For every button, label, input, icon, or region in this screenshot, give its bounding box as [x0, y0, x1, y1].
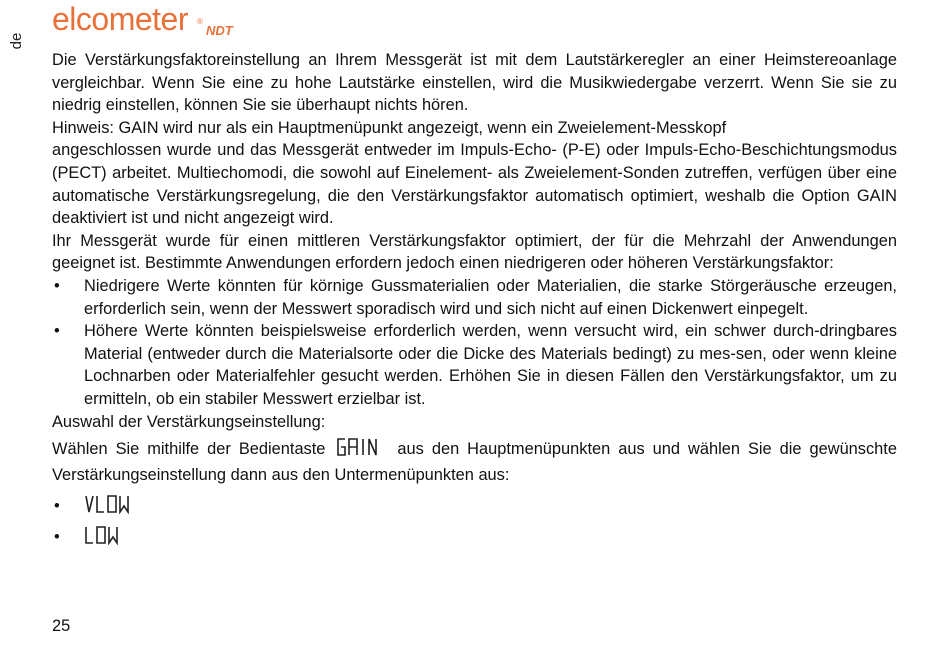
bullet-text-lower-values: Niedrigere Werte könnten für körnige Gussmaterialien oder Materialien, die starke Störgeräusche erzeugen, erforderlich sein, wenn der Messwert sporadisch wird und sich nicht auf einen Dickenwert einpegelt.: [84, 276, 897, 318]
selection-text-after-key: aus den Hauptmenüpunkten aus und wählen Sie die gewünschte Verstärkungseinstellung dann aus den Untermenüpunkten aus:: [52, 440, 897, 484]
paragraph-note-line1: Hinweis: GAIN wird nur als ein Hauptmenüpunkt angezeigt, wenn ein Zweielement-Messkopf: [52, 118, 727, 137]
gain-key-lcd-label: [336, 437, 386, 457]
bullet-icon: •: [54, 497, 60, 516]
bullet-list: [52, 275, 897, 411]
logo-wordmark: elcometer: [52, 1, 188, 37]
bullet-icon: •: [54, 322, 60, 341]
paragraph-gain-optimized: Ihr Messgerät wurde für einen mittleren Verstärkungsfaktor optimiert, der für die Mehrzahl der Anwendungen geeignet ist. Bestimmte Anwendungen erfordern jedoch einen niedrigeren oder höheren Verstärkungsfaktor:: [52, 231, 897, 273]
gain-options-list: [52, 490, 897, 552]
list-item: [52, 320, 897, 410]
list-item: [52, 275, 897, 320]
document-body: [52, 49, 897, 552]
list-item: [52, 521, 897, 552]
list-item: [52, 490, 897, 521]
logo-ndt-suffix: NDT: [206, 23, 233, 38]
bullet-icon: •: [54, 528, 60, 547]
page-number: 25: [52, 617, 71, 635]
paragraph-note: angeschlossen wurde und das Messgerät entweder im Impuls-Echo- (P-E) oder Impuls-Echo-Beschichtungsmodus (PECT) arbeitet. Multiechomodi, die sowohl auf Einelement- als Zweielement-Sonden zutreffen, verfügen über eine automatische Verstärkungsregelung, die den Verstärkungsfaktor automatisch optimiert, weshalb die Option GAIN deaktiviert ist und nicht angezeigt wird.: [52, 141, 897, 228]
logo-registered-mark: ®: [197, 17, 203, 26]
selection-text-before-key: Wählen Sie mithilfe der Bedientaste: [52, 440, 326, 459]
vlow-lcd-label: [84, 494, 134, 514]
selection-heading: Auswahl der Verstärkungseinstellung:: [52, 412, 326, 431]
elcometer-logo: [52, 2, 252, 42]
paragraph-intro: Die Verstärkungsfaktoreinstellung an Ihrem Messgerät ist mit dem Lautstärkeregler an einer Heimstereoanlage vergleichbar. Wenn Sie eine zu hohe Lautstärke einstellen, wird die Musikwiedergabe verzerrt. Wenn Sie sie zu niedrig einstellen, können Sie sie überhaupt nichts hören.: [52, 51, 897, 115]
bullet-icon: •: [54, 276, 60, 295]
selection-instructions: [52, 437, 897, 488]
low-lcd-label: [84, 525, 124, 545]
bullet-text-higher-values: Höhere Werte könnten beispielsweise erforderlich werden, wenn versucht wird, ein schwer durch-dringbares Material (entweder durch die Materialsorte oder die Dicke des Materials bedingt) zu mes-sen, oder wenn kleine Lochnarben oder Materialfehler gesucht werden. Erhöhen Sie in diesen Fällen den Verstärkungsfaktor, um zu ermitteln, ob ein stabiler Messwert erzielbar ist.: [84, 322, 897, 408]
language-tab: de: [8, 32, 25, 50]
